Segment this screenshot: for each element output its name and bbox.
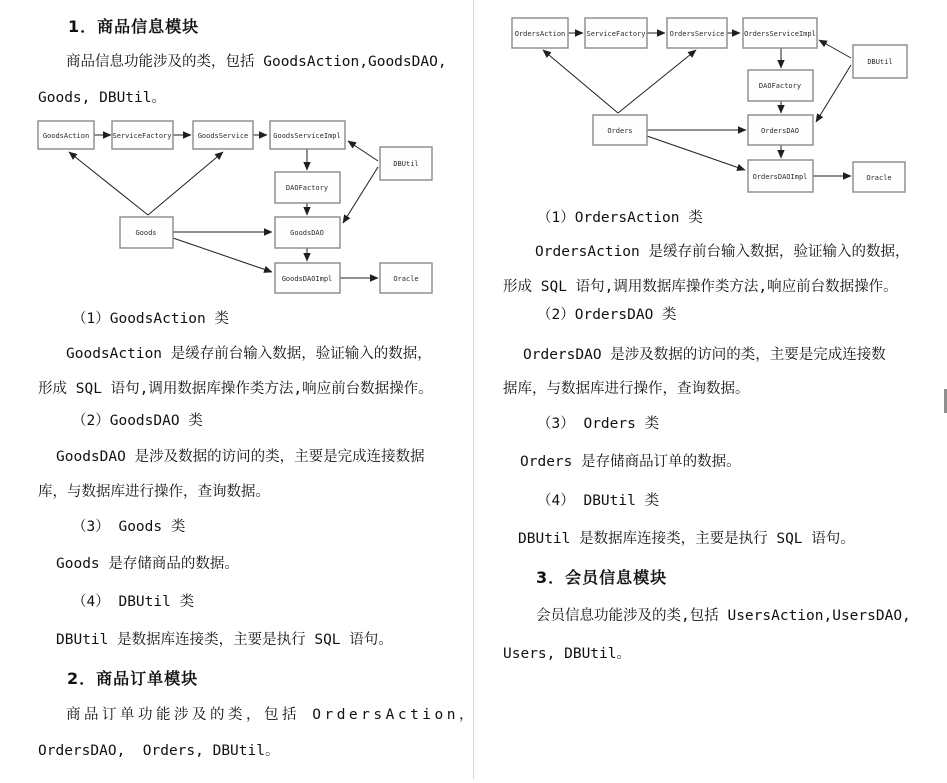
node-goodsserviceimpl [270,121,345,149]
svg-text:Oracle: Oracle [393,275,419,283]
node-ordersserviceimpl [743,18,817,48]
svg-text:OrdersService: OrdersService [669,30,725,38]
node-oracle-orders [853,162,905,192]
node-daofactory-orders [748,70,813,101]
node-ordersdao [748,115,813,145]
arrow-orders-ordersaction [543,50,618,113]
dbutil-entry-title-right: （4） DBUtil 类 [537,493,660,509]
svg-text:OrdersAction: OrdersAction [514,30,566,38]
arrow-goods-goodsdaoimpl [173,238,272,272]
order-intro-line1: 商品订单功能涉及的类，包括 OrdersAction， [66,707,477,723]
ordersaction-entry-line2: 形成 SQL 语句,调用数据库操作类方法,响应前台数据操作。 [503,279,898,295]
svg-text:DAOFactory: DAOFactory [758,82,802,90]
ordersaction-entry-title: （1）OrdersAction 类 [537,210,703,226]
dbutil-entry-title-left: （4） DBUtil 类 [72,594,195,610]
member-intro-line1: 会员信息功能涉及的类,包括 UsersAction,UsersDAO, [536,608,911,624]
node-goods [120,217,173,248]
orders-entry-title: （3） Orders 类 [537,416,660,432]
node-orders [593,115,647,145]
svg-text:OrdersServiceImpl: OrdersServiceImpl [744,30,816,38]
svg-text:DBUtil: DBUtil [393,160,419,168]
goodsdao-entry-line2: 库，与数据库进行操作，查询数据。 [38,484,270,500]
arrow-orders-ordersdaoimpl [647,136,745,170]
node-dbutil-goods [380,147,432,180]
svg-text:DAOFactory: DAOFactory [285,184,329,192]
svg-text:Orders: Orders [607,127,633,135]
goodsaction-entry-title: （1）GoodsAction 类 [72,311,229,327]
ordersdao-entry-line1: OrdersDAO 是涉及数据的访问的类，主要是完成连接数 [523,347,886,363]
node-goodsaction [38,121,94,149]
orders-entry-line1: Orders 是存储商品订单的数据。 [520,454,741,470]
svg-text:OrdersDAO: OrdersDAO [761,127,799,135]
orders-class-diagram [512,18,907,192]
node-goodsservice [193,121,253,149]
svg-text:GoodsServiceImpl: GoodsServiceImpl [273,132,341,140]
heading-member-module: 3．会员信息模块 [536,568,668,587]
heading-product-info-module: 1．商品信息模块 [68,17,200,36]
node-oracle-goods [380,263,432,293]
product-intro-line2: Goods, DBUtil。 [38,90,166,106]
svg-text:Goods: Goods [135,229,157,237]
goodsaction-entry-line2: 形成 SQL 语句,调用数据库操作类方法,响应前台数据操作。 [38,381,433,397]
svg-text:GoodsDAOImpl: GoodsDAOImpl [281,275,333,283]
dbutil-entry-line1-right: DBUtil 是数据库连接类，主要是执行 SQL 语句。 [518,531,855,547]
arrow-dbutil-ordersserviceimpl [819,40,851,58]
node-servicefactory-orders [585,18,647,48]
svg-text:OrdersDAOImpl: OrdersDAOImpl [752,173,808,181]
svg-text:ServiceFactory: ServiceFactory [586,30,646,38]
arrow-orders-ordersservice [618,50,696,113]
arrow-goods-goodsaction [69,152,148,215]
node-dbutil-orders [853,45,907,78]
arrow-dbutil-goodsserviceimpl [348,141,378,161]
svg-text:DBUtil: DBUtil [867,58,893,66]
product-intro-line1: 商品信息功能涉及的类，包括 GoodsAction,GoodsDAO, [66,54,447,70]
node-ordersaction [512,18,568,48]
svg-text:GoodsDAO: GoodsDAO [290,229,324,237]
ordersdao-entry-line2: 据库，与数据库进行操作，查询数据。 [503,381,750,397]
svg-text:GoodsAction: GoodsAction [42,132,90,140]
svg-text:GoodsService: GoodsService [197,132,249,140]
arrow-goods-goodsservice [148,152,223,215]
dbutil-entry-line1-left: DBUtil 是数据库连接类，主要是执行 SQL 语句。 [56,632,393,648]
arrow-dbutil-ordersdao [816,65,851,122]
svg-text:Oracle: Oracle [866,174,892,182]
node-goodsdao [275,217,340,248]
ordersdao-entry-title: （2）OrdersDAO 类 [537,307,677,323]
member-intro-line2: Users, DBUtil。 [503,646,631,662]
node-daofactory-goods [275,172,340,203]
ordersaction-entry-line1: OrdersAction 是缓存前台输入数据，验证输入的数据， [535,244,910,260]
goods-entry-title: （3） Goods 类 [72,519,186,535]
node-ordersservice [667,18,727,48]
goods-class-diagram [38,121,432,293]
node-goodsdaoimpl [275,263,340,293]
goodsdao-entry-title: （2）GoodsDAO 类 [72,413,203,429]
arrow-dbutil-goodsdao [343,167,378,223]
svg-text:ServiceFactory: ServiceFactory [112,132,172,140]
heading-order-module: 2．商品订单模块 [67,669,199,688]
goodsaction-entry-line1: GoodsAction 是缓存前台输入数据，验证输入的数据， [66,346,432,362]
order-intro-line2: OrdersDAO, Orders, DBUtil。 [38,743,280,759]
goods-entry-line1: Goods 是存储商品的数据。 [56,556,239,572]
node-ordersdaoimpl [748,160,813,192]
node-servicefactory [112,121,173,149]
goodsdao-entry-line1: GoodsDAO 是涉及数据的访问的类，主要是完成连接数据 [56,449,425,465]
